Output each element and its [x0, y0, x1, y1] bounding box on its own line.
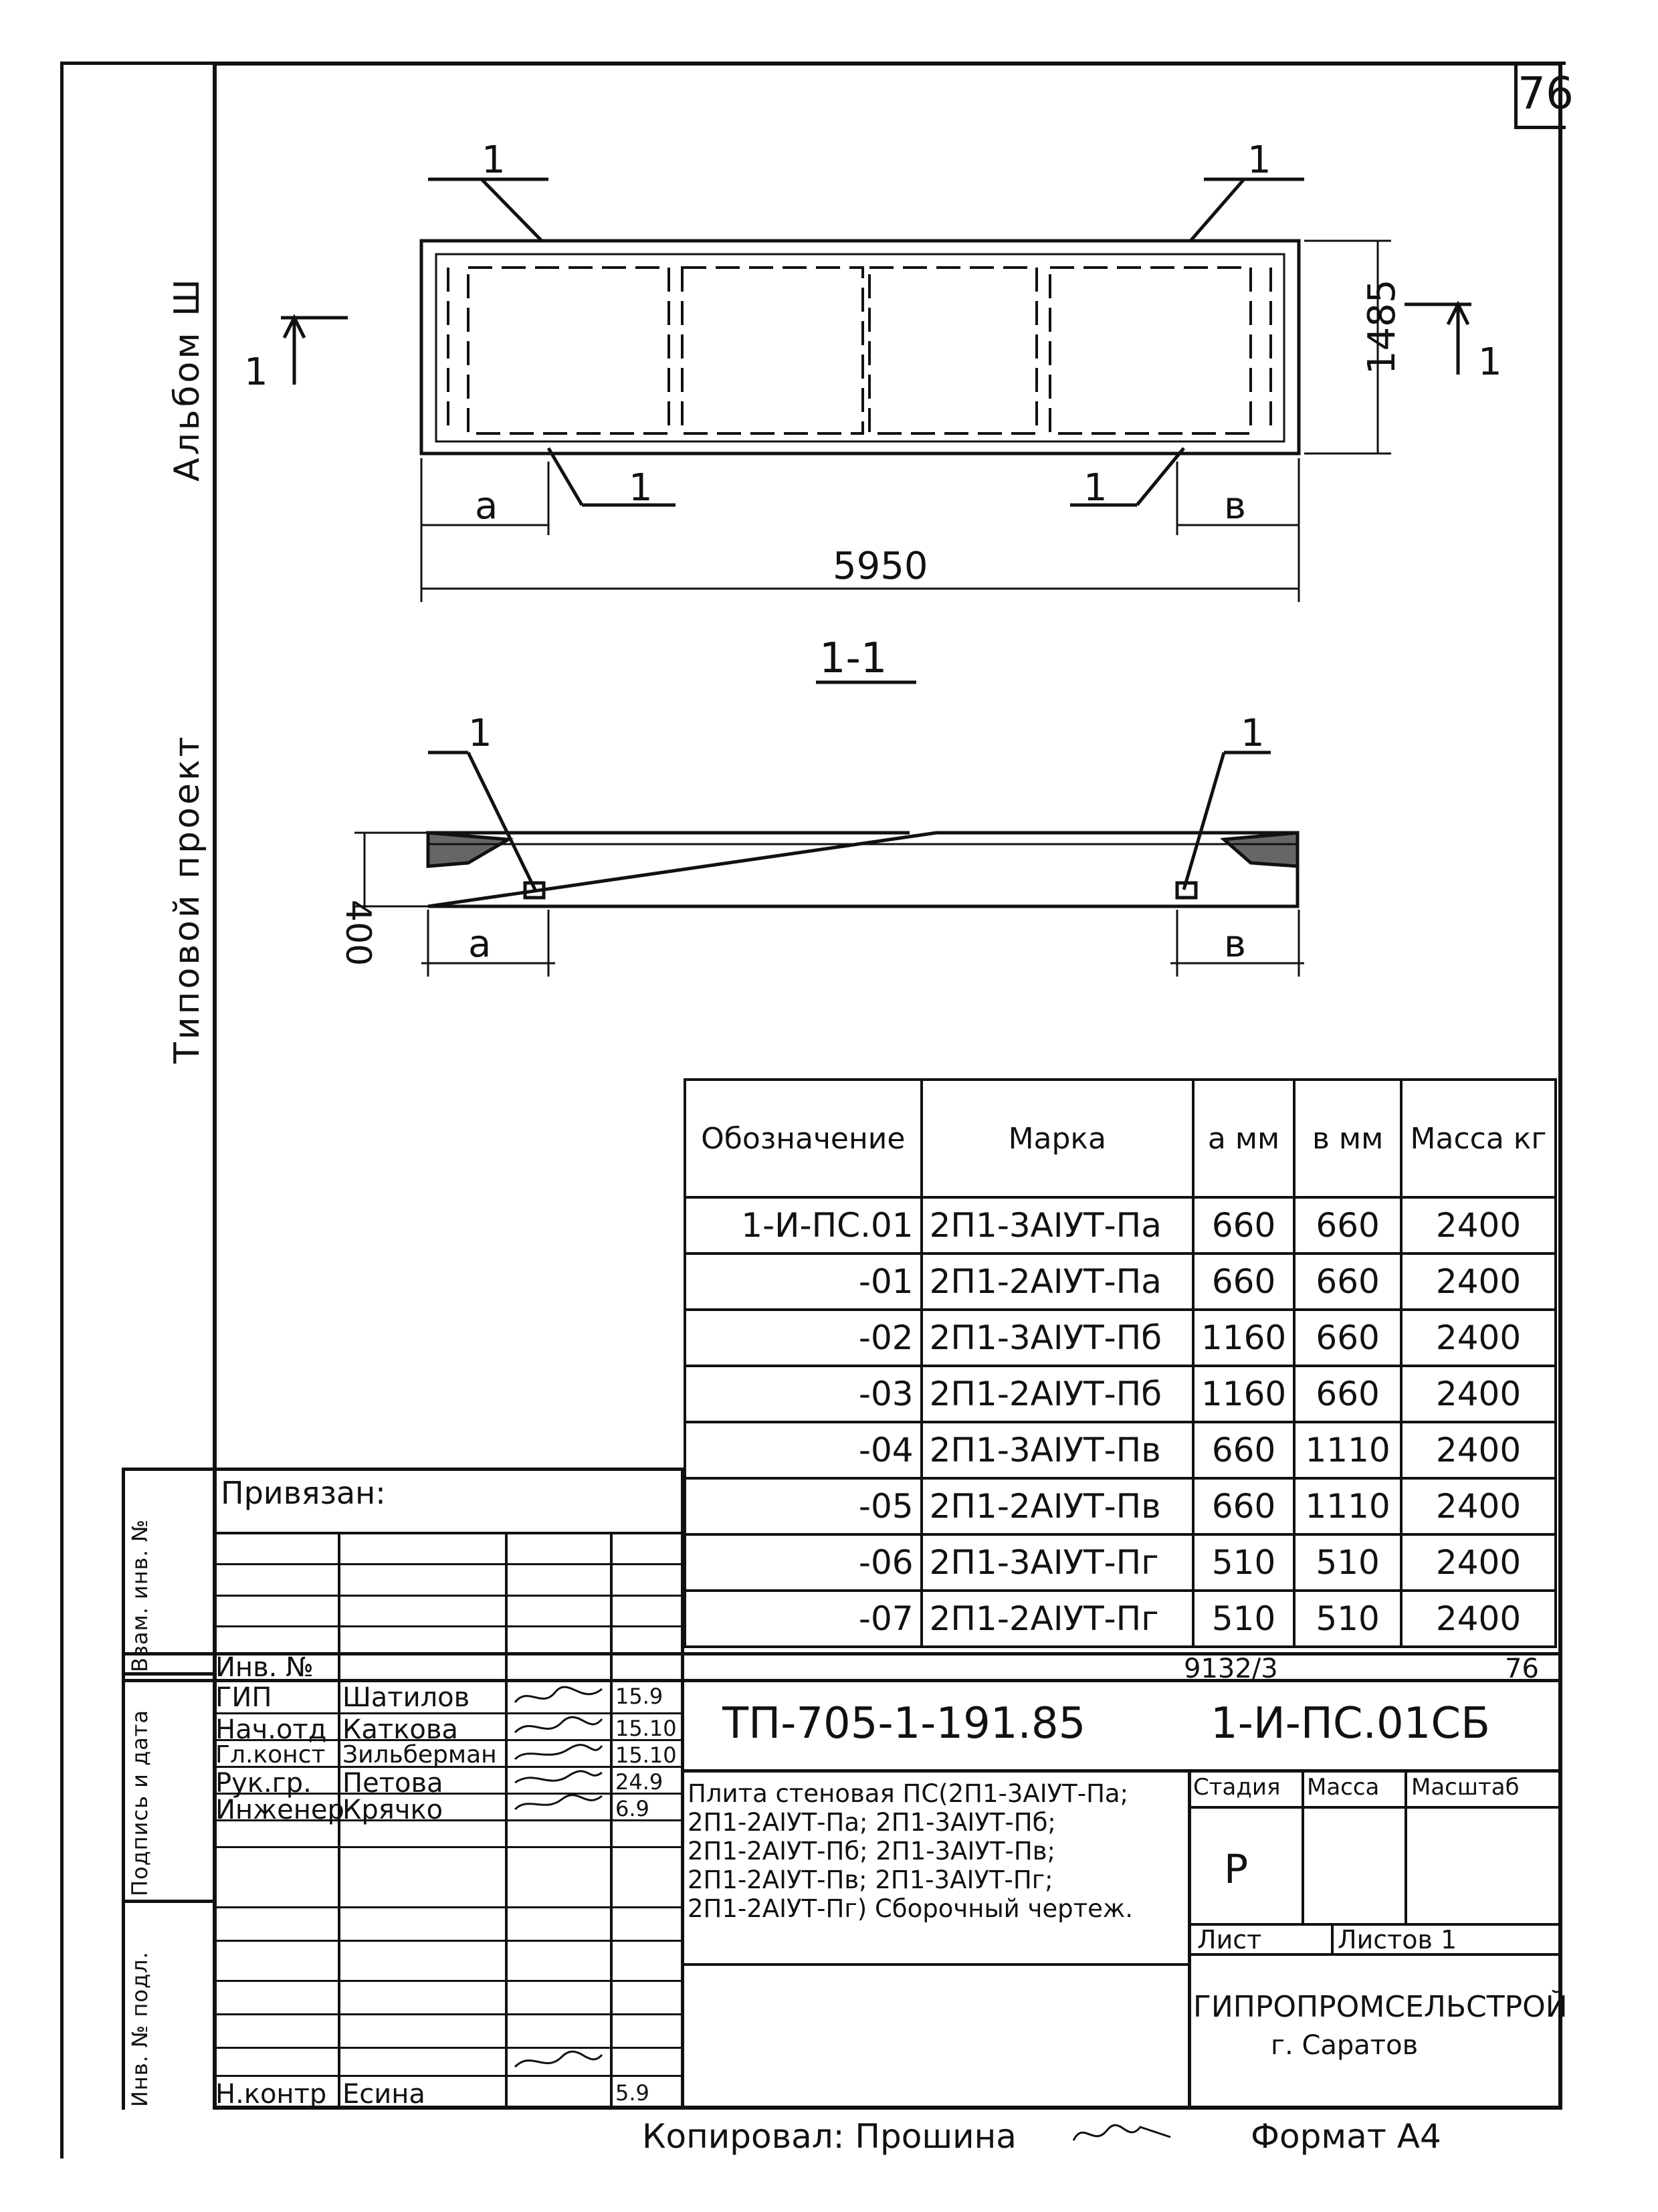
- header-b: в мм: [1294, 1080, 1401, 1197]
- signature-nkontr: [512, 2047, 605, 2077]
- doc-page: 76: [1505, 1653, 1539, 1684]
- table-row: -05 2П1-2АIУТ-Пв 660 1110 2400: [685, 1478, 1556, 1534]
- staff-name: Каткова: [342, 1714, 458, 1745]
- dim-thickness: 400: [338, 900, 378, 967]
- staff-role: Рук.гр.: [215, 1768, 312, 1799]
- project-label: Типовой проект: [167, 734, 207, 1064]
- staff-role: Гл.конст: [215, 1741, 326, 1769]
- section-mark-right: 1: [1478, 340, 1502, 384]
- section-title: 1-1: [819, 633, 888, 682]
- dim-a: а: [468, 922, 492, 966]
- table-row: -03 2П1-2АIУТ-Пб 1160 660 2400: [685, 1366, 1556, 1422]
- inv-no-label: Инв. №: [215, 1652, 314, 1683]
- stage-label: Стадия: [1193, 1774, 1281, 1801]
- privyazan-label: Привязан:: [221, 1475, 386, 1511]
- reinforcement-cages: [448, 268, 1271, 433]
- header-mark: Марка: [922, 1080, 1193, 1197]
- header-designation: Обозначение: [685, 1080, 922, 1197]
- table-row: -06 2П1-3АIУТ-Пг 510 510 2400: [685, 1534, 1556, 1591]
- panel-plan-outline: [421, 241, 1299, 454]
- staff-name: Зильберман: [342, 1741, 497, 1769]
- table-row: 1-И-ПС.01 2П1-3АIУТ-Па 660 660 2400: [685, 1197, 1556, 1253]
- staff-date: 15.9: [615, 1684, 663, 1709]
- staff-date: 15.10: [615, 1742, 677, 1768]
- callout-1: 1: [468, 712, 492, 755]
- assembly-drawing: [0, 0, 1658, 1070]
- org-city: г. Саратов: [1271, 2030, 1419, 2061]
- staff-date: 5.9: [615, 2080, 649, 2106]
- side-label-vzam: Взам. инв. №: [127, 1518, 152, 1672]
- mass-label: Масса: [1307, 1774, 1380, 1801]
- dim-a: а: [475, 484, 498, 528]
- sheet-title: Плита стеновая ПС(2П1-3АIУТ-Па; 2П1-2АIУТ-Па; 2П1-3АIУТ-Пб; 2П1-2АIУТ-Пб; 2П1-3АIУТ-Пв; 2П1-2АIУТ-Пв; 2П1-3АIУТ-Пг; 2П1-2АIУТ-Пг) Сборочный чертеж.: [688, 1779, 1133, 1923]
- section-mark-left: 1: [244, 350, 268, 394]
- staff-date: 24.9: [615, 1769, 663, 1795]
- copied-by: Копировал: Прошина: [642, 2117, 1017, 2156]
- callout-1: 1: [1083, 466, 1108, 510]
- callout-1: 1: [629, 466, 653, 510]
- staff-name: Петова: [342, 1768, 443, 1799]
- scale-label: Масштаб: [1411, 1774, 1520, 1801]
- header-a: а мм: [1193, 1080, 1294, 1197]
- album-label: Альбом Ш: [167, 276, 207, 482]
- staff-role: Инженер: [215, 1795, 344, 1825]
- staff-date: 6.9: [615, 1796, 649, 1821]
- signatures: [508, 1682, 609, 1823]
- doc-code: 9132/3: [1184, 1653, 1278, 1684]
- table-row: -07 2П1-2АIУТ-Пг 510 510 2400: [685, 1591, 1556, 1647]
- staff-name: Шатилов: [342, 1682, 470, 1713]
- table-row: -04 2П1-3АIУТ-Пв 660 1110 2400: [685, 1422, 1556, 1478]
- format-label: Формат А4: [1251, 2117, 1441, 2156]
- dim-height: 1485: [1360, 279, 1404, 375]
- table-row: -02 2П1-3АIУТ-Пб 1160 660 2400: [685, 1310, 1556, 1366]
- dim-length: 5950: [833, 544, 928, 588]
- staff-role: Нач.отд: [215, 1714, 327, 1745]
- sheets-label: Листов 1: [1338, 1925, 1457, 1954]
- callout-1: 1: [1241, 712, 1265, 755]
- org-name: ГИПРОПРОМСЕЛЬСТРОЙ: [1193, 1990, 1568, 2024]
- staff-role: ГИП: [215, 1682, 272, 1713]
- dim-b: в: [1224, 922, 1247, 966]
- stage-value: Р: [1224, 1846, 1249, 1893]
- side-label-podpis: Подпись и дата: [127, 1709, 152, 1896]
- designation: 1-И-ПС.01СБ: [1211, 1699, 1490, 1748]
- staff-name: Крячко: [342, 1795, 443, 1825]
- copier-signature: [1070, 2114, 1177, 2154]
- callout-1: 1: [1247, 138, 1271, 182]
- sheet-label: Лист: [1197, 1925, 1262, 1954]
- staff-name: Есина: [342, 2079, 425, 2110]
- staff-role: Н.контр: [215, 2079, 327, 2110]
- spec-table: [684, 1078, 1557, 1648]
- spec-header-row: [685, 1080, 1556, 1197]
- table-row: -01 2П1-2АIУТ-Па 660 660 2400: [685, 1253, 1556, 1310]
- dim-b: в: [1224, 484, 1247, 528]
- project-code: ТП-705-1-191.85: [722, 1699, 1086, 1748]
- callout-1: 1: [482, 138, 506, 182]
- header-mass: Масса кг: [1401, 1080, 1556, 1197]
- side-label-inv: Инв. № подл.: [127, 1951, 152, 2107]
- staff-date: 15.10: [615, 1716, 677, 1741]
- sheet-number: 76: [1514, 62, 1566, 129]
